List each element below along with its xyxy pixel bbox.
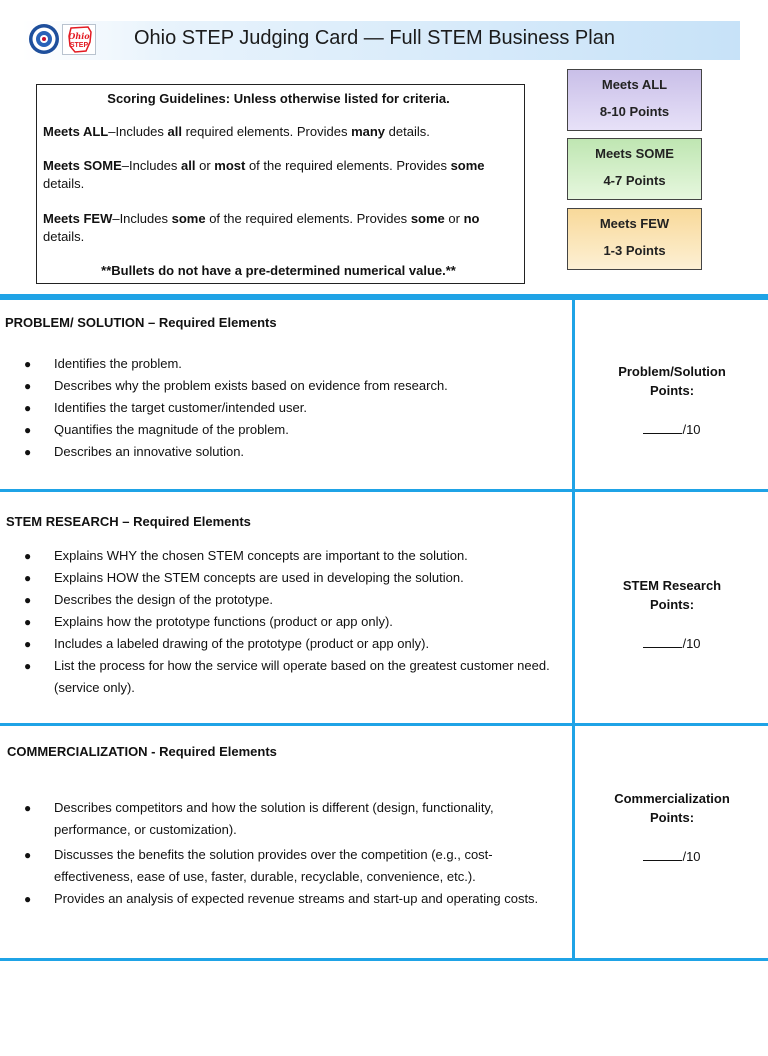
- guideline-text: –Includes: [112, 211, 172, 226]
- bullet-icon: ●: [24, 593, 32, 607]
- guideline-text: –Includes: [108, 124, 168, 139]
- commercialization-bullets: [0, 797, 560, 910]
- logo-text-ohio: Ohio: [68, 31, 90, 41]
- bullet-icon: ●: [24, 848, 32, 862]
- score-max: /10: [682, 422, 701, 437]
- list-item: [0, 888, 560, 910]
- bullet-icon: ●: [24, 423, 32, 437]
- list-item: [0, 567, 560, 589]
- guidelines-note: **Bullets do not have a pre-determined numerical value.**: [101, 263, 456, 278]
- score-blank[interactable]: [643, 848, 682, 861]
- bullet-text: Explains WHY the chosen STEM concepts are important to the solution.: [54, 548, 468, 563]
- guideline-text: required elements. Provides: [181, 124, 352, 139]
- list-item: [0, 419, 560, 441]
- list-item: [0, 397, 560, 419]
- points-box-range: 4-7 Points: [603, 173, 666, 188]
- score-field[interactable]: [576, 635, 768, 651]
- list-item: [0, 611, 560, 633]
- bullet-text: List the process for how the service will operate based on the greatest customer need. (service only).: [54, 658, 550, 695]
- score-label-points: Points:: [649, 597, 695, 612]
- guideline-emphasis: some: [410, 211, 445, 226]
- bullet-icon: ●: [24, 801, 32, 815]
- guideline-text: details.: [43, 229, 85, 244]
- guideline-emphasis: no: [463, 211, 480, 226]
- score-label: Commercialization: [614, 791, 730, 806]
- guideline-text: of the required elements. Provides: [205, 211, 411, 226]
- page-title: Ohio STEP Judging Card — Full STEM Business Plan: [134, 27, 615, 49]
- bullet-text: Describes why the problem exists based on evidence from research.: [54, 378, 448, 393]
- divider-bottom: [0, 958, 768, 961]
- points-box-range: 1-3 Points: [603, 243, 666, 258]
- score-label: STEM Research: [622, 578, 722, 593]
- page-header: [22, 21, 740, 60]
- ohio-step-logo: [62, 24, 96, 55]
- score-field[interactable]: [576, 421, 768, 437]
- bullet-icon: ●: [24, 357, 32, 371]
- meets-few-points-box: [567, 208, 702, 270]
- bullet-icon: ●: [24, 892, 32, 906]
- score-label-points: Points:: [649, 810, 695, 825]
- bullet-icon: ●: [24, 659, 32, 673]
- bullet-text: Explains HOW the STEM concepts are used in developing the solution.: [54, 570, 464, 585]
- list-item: [0, 353, 560, 375]
- scoring-guidelines-box: [36, 84, 525, 284]
- bullet-icon: ●: [24, 571, 32, 585]
- problem-solution-bullets: [0, 353, 560, 463]
- bullet-text: Describes the design of the prototype.: [54, 592, 273, 607]
- guideline-emphasis: some: [450, 158, 485, 173]
- guideline-text: details.: [385, 124, 430, 139]
- guideline-emphasis: some: [171, 211, 206, 226]
- list-item: [0, 375, 560, 397]
- guideline-term: Meets FEW: [43, 211, 113, 226]
- guideline-text: or: [195, 158, 215, 173]
- bullet-text: Identifies the problem.: [54, 356, 182, 371]
- points-box-range: 8-10 Points: [599, 104, 670, 119]
- guideline-text: of the required elements. Provides: [245, 158, 451, 173]
- bullet-icon: ●: [24, 445, 32, 459]
- guideline-emphasis: most: [214, 158, 246, 173]
- divider-section-1: [0, 489, 768, 492]
- score-blank[interactable]: [643, 421, 682, 434]
- bullet-text: Provides an analysis of expected revenue streams and start-up and operating costs.: [54, 891, 539, 906]
- score-stem-research: [576, 576, 768, 651]
- bullet-icon: ●: [24, 401, 32, 415]
- logo-text-step: STEP: [69, 42, 89, 49]
- bullet-text: Explains how the prototype functions (product or app only).: [54, 614, 393, 629]
- section-title-commercialization: COMMERCIALIZATION - Required Elements: [7, 744, 277, 759]
- guideline-meets-all: [43, 123, 514, 141]
- score-max: /10: [682, 849, 701, 864]
- list-item: [0, 655, 560, 699]
- guideline-meets-some: [43, 157, 514, 193]
- points-box-label: Meets SOME: [595, 146, 674, 161]
- guideline-text: –Includes: [121, 158, 182, 173]
- guidelines-heading: Scoring Guidelines: Unless otherwise listed for criteria.: [107, 91, 450, 106]
- score-blank[interactable]: [643, 635, 682, 648]
- score-field[interactable]: [576, 848, 768, 864]
- bullet-icon: ●: [24, 615, 32, 629]
- stem-research-bullets: [0, 545, 560, 699]
- guideline-term: Meets SOME: [43, 158, 122, 173]
- points-box-label: Meets FEW: [599, 216, 670, 231]
- divider-top: [0, 294, 768, 300]
- guideline-meets-few: [43, 210, 514, 246]
- score-max: /10: [682, 636, 701, 651]
- section-title-stem-research: STEM RESEARCH – Required Elements: [6, 514, 251, 529]
- section-title-problem-solution: PROBLEM/ SOLUTION – Required Elements: [5, 315, 277, 330]
- bullet-text: Includes a labeled drawing of the prototype (product or app only).: [54, 636, 430, 651]
- points-box-label: Meets ALL: [601, 77, 668, 92]
- bullet-text: Describes competitors and how the solution is different (design, functionality, performance, or customization).: [54, 800, 494, 837]
- score-label: Problem/Solution: [618, 364, 726, 379]
- bullet-text: Quantifies the magnitude of the problem.: [54, 422, 289, 437]
- list-item: [0, 441, 560, 463]
- list-item: [0, 589, 560, 611]
- guideline-emphasis: many: [351, 124, 386, 139]
- bullet-text: Discusses the benefits the solution provides over the competition (e.g., cost-effectiveness, ease of use, faster, durable, recyclable, convenience, etc.).: [54, 847, 493, 884]
- bullet-text: Identifies the target customer/intended user.: [54, 400, 307, 415]
- column-divider: [572, 300, 575, 960]
- guideline-emphasis: all: [167, 124, 182, 139]
- list-item: [0, 844, 560, 888]
- bullet-icon: ●: [24, 549, 32, 563]
- guideline-text: or: [444, 211, 464, 226]
- bullet-text: Describes an innovative solution.: [54, 444, 245, 459]
- ohio-seal-logo: [28, 23, 60, 55]
- list-item: [0, 633, 560, 655]
- meets-some-points-box: [567, 138, 702, 200]
- score-problem-solution: [576, 362, 768, 437]
- bullet-icon: ●: [24, 379, 32, 393]
- score-commercialization: [576, 789, 768, 864]
- list-item: [0, 797, 560, 841]
- guideline-term: Meets ALL: [43, 124, 109, 139]
- score-label-points: Points:: [649, 383, 695, 398]
- meets-all-points-box: [567, 69, 702, 131]
- divider-section-2: [0, 723, 768, 726]
- guideline-text: details.: [43, 176, 85, 191]
- list-item: [0, 545, 560, 567]
- guideline-emphasis: all: [181, 158, 196, 173]
- bullet-icon: ●: [24, 637, 32, 651]
